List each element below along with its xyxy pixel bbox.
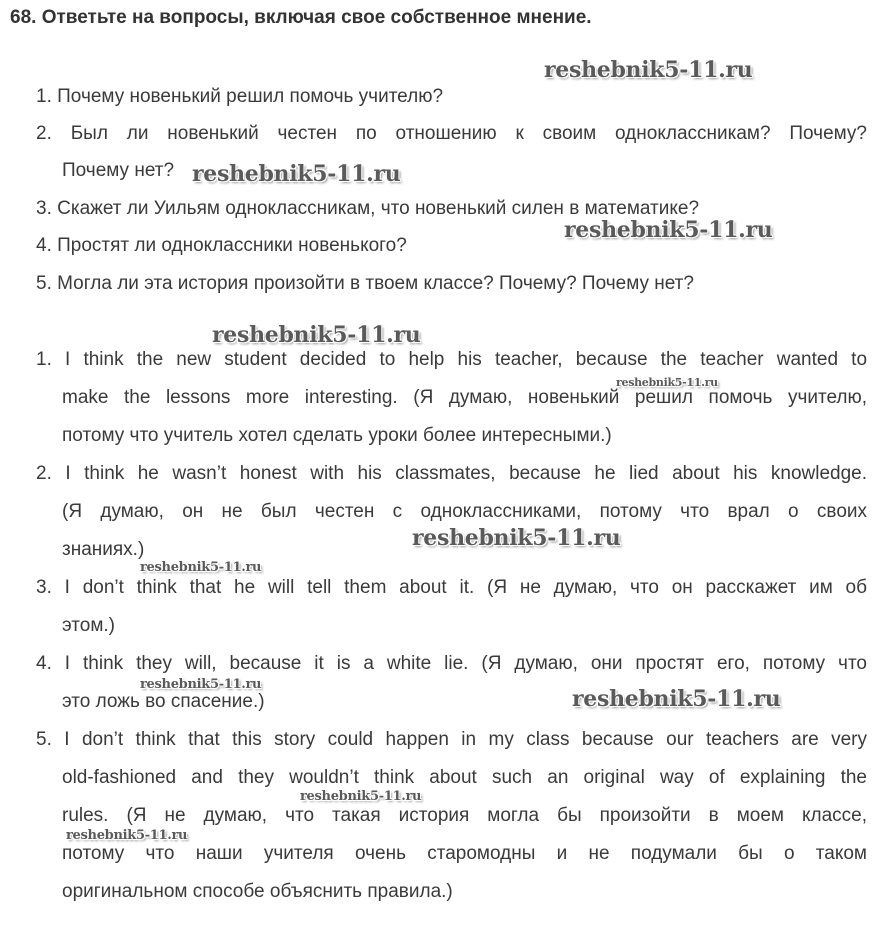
- watermark: reshebnik5-11.ru: [616, 376, 718, 389]
- watermark: reshebnik5-11.ru: [66, 828, 188, 843]
- question-5-line-1: 5. Могла ли эта история произойти в твоем классе? Почему? Почему нет?: [36, 273, 694, 294]
- answer-5-line-3: rules. (Я не думаю, что такая история могла бы произойти в моем классе,: [62, 805, 867, 826]
- question-1-line-1: 1. Почему новенький решил помочь учителю?: [36, 86, 444, 107]
- answer-3-line-1: 3. I don’t think that he will tell them about it. (Я не думаю, что он расскажет им об: [36, 577, 867, 598]
- watermark: reshebnik5-11.ru: [192, 161, 401, 187]
- answer-3-line-2: этом.): [62, 615, 116, 636]
- answer-4-line-1: 4. I think they will, because it is a white lie. (Я думаю, они простят его, потому что: [36, 653, 867, 674]
- answer-5-line-5: оригинальном способе объяснить правила.): [62, 881, 453, 902]
- answer-5-line-1: 5. I don’t think that this story could happen in my class because our teachers are very: [36, 729, 868, 750]
- watermark: reshebnik5-11.ru: [572, 686, 781, 712]
- answer-5-line-2: old-fashioned and they wouldn’t think about such an original way of explaining the: [62, 767, 867, 788]
- answer-1-line-1: 1. I think the new student decided to help his teacher, because the teacher wanted to: [36, 349, 868, 370]
- watermark: reshebnik5-11.ru: [140, 560, 262, 575]
- exercise-title: 68. Ответьте на вопросы, включая свое собственное мнение.: [10, 7, 592, 28]
- answer-5-line-4: потому что наши учителя очень старомодны и не подумали бы о таком: [62, 843, 867, 864]
- watermark: reshebnik5-11.ru: [212, 322, 421, 348]
- answer-1-line-3: потому что учитель хотел сделать уроки более интересными.): [62, 425, 612, 446]
- watermark: reshebnik5-11.ru: [300, 789, 422, 804]
- question-4-line-1: 4. Простят ли одноклассники новенького?: [36, 235, 407, 256]
- answer-2-line-3: знаниях.): [62, 539, 145, 560]
- answer-4-line-2: это ложь во спасение.): [62, 691, 265, 712]
- answer-2-line-1: 2. I think he wasn’t honest with his classmates, because he lied about his knowledge.: [36, 463, 868, 484]
- answer-1-line-2: make the lessons more interesting. (Я думаю, новенький решил помочь учителю,: [62, 387, 867, 408]
- question-2-line-2: Почему нет?: [62, 160, 175, 181]
- answer-2-line-2: (Я думаю, он не был честен с одноклассниками, потому что врал о своих: [62, 501, 867, 522]
- watermark: reshebnik5-11.ru: [140, 677, 262, 692]
- watermark: reshebnik5-11.ru: [564, 217, 773, 243]
- watermark: reshebnik5-11.ru: [412, 525, 621, 551]
- watermark: reshebnik5-11.ru: [544, 57, 753, 83]
- question-2-line-1: 2. Был ли новенький честен по отношению к своим одноклассникам? Почему?: [36, 123, 867, 144]
- question-3-line-1: 3. Скажет ли Уильям одноклассникам, что новенький силен в математике?: [36, 198, 700, 219]
